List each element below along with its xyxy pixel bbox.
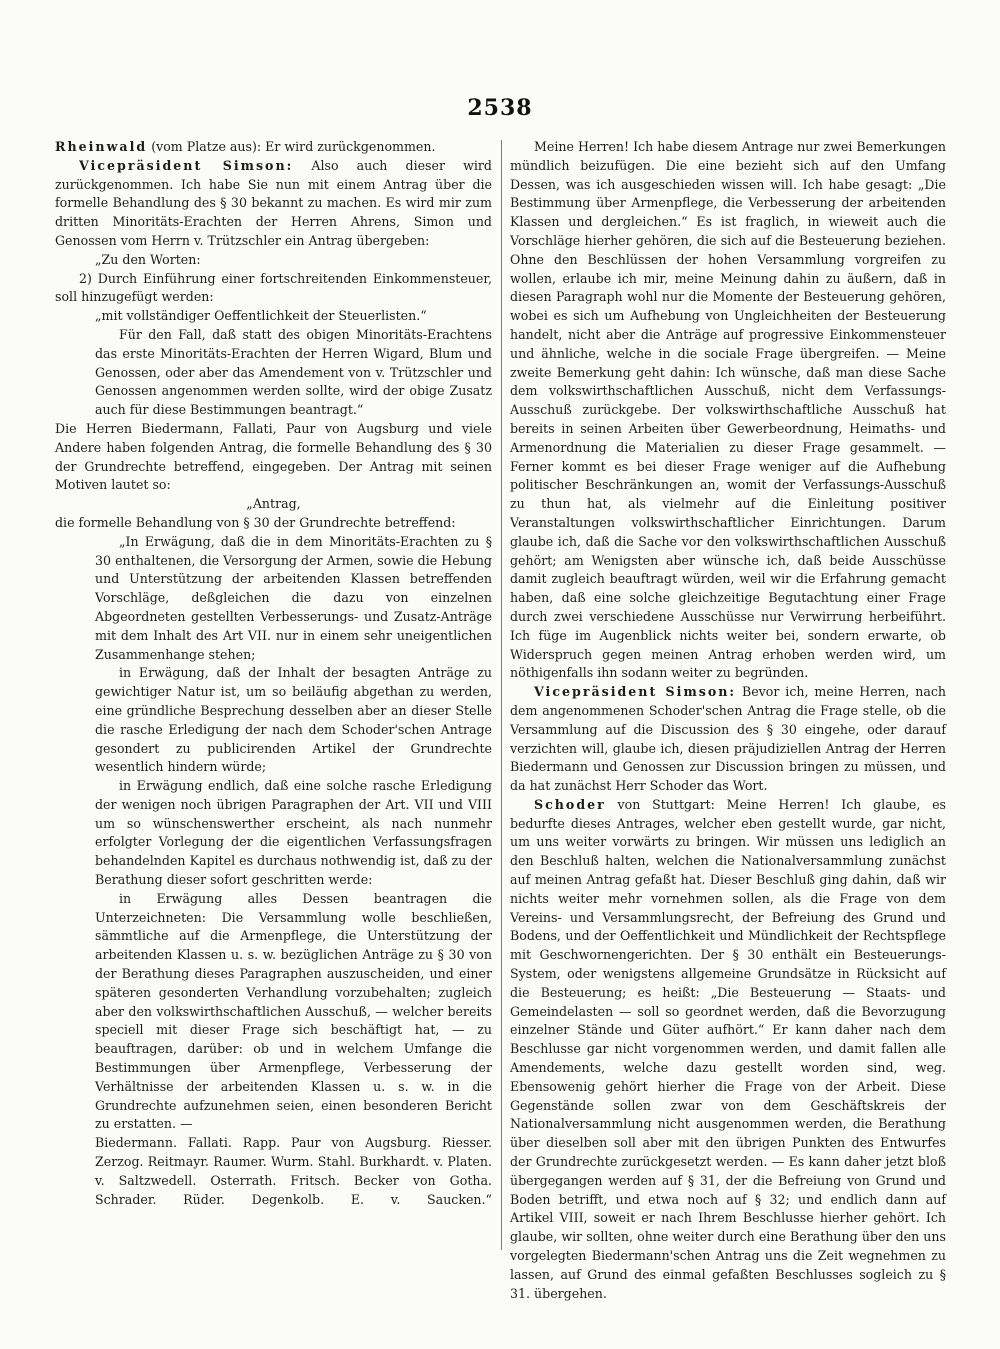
speaker-name: Vicepräsident Simson: [534,684,737,700]
page-number: 2538 [467,95,533,121]
speaker-name: Rheinwald [55,139,148,154]
left-column [55,138,492,1248]
motion-clause: in Erwägung alles Dessen beantragen die Unterzeichneten: Die Versammlung wolle beschließen, sämmtliche auf die Armenpflege, die Unterstützung der arbeitenden Klassen u. s. w. bezüglichen Anträge zu § 30 von der Berathung dieses Paragraphen auszuscheiden, und einer späteren gesonderten Verhandlung vorzubehalten; zugleich aber den volkswirthschaftlichen Ausschuß, — welcher bereits speciell mit dieser Frage sich beschäftigt hat, — zu beauftragen, darüber: ob und in welchem Umfange die Bestimmungen über Armenpflege, Verbesserung der Verhältnisse der arbeitenden Klassen u. s. w. in die Grundrechte aufzunehmen seien, einen besonderen Bericht zu erstatten. — [95,890,492,1132]
motion-clause: „In Erwägung, daß die in dem Minoritäts-Erachten zu § 30 enthaltenen, die Versorgung der Armen, sowie die Hebung und Unterstützung der arbeitenden Klassen betreffenden Vorschläge, deßgleichen die dazu von einzelnen Abgeordneten gestellten Verbesserungs- und Zusatz-Anträge mit dem Inhalt des Art VII. nur in einem sehr uneigentlichen Zusammenhange stehen; [95,533,492,662]
column-divider [501,140,502,1250]
paragraph-text: Bevor ich, meine Herren, nach dem angenommenen Schoder'schen Antrag die Frage stelle, ob die Versammlung auf die Discussion des § 30 eingehe, oder darauf verzichten will, glaube ich, diesen präjudiziellen Antrag der Herren Biedermann und Genossen zur Discussion bringen zu müssen, und da hat zunächst Herr Schoder das Wort. [510,684,946,794]
motion-subheading: die formelle Behandlung von § 30 der Grundrechte betreffend: [55,514,456,530]
paragraph [55,157,492,251]
paragraph-text: Also auch dieser wird zurückgenommen. Ich habe Sie nun mit einem Antrag über die formelle Behandlung des § 30 bekannt zu machen. Es wird mir zum dritten Minoritäts-Erachten der Herren Ahrens, Simon und Genossen vom Herrn v. Trützschler ein Antrag übergeben: [55,157,492,248]
motion-clause: in Erwägung, daß der Inhalt der besagten Anträge zu gewichtiger Natur ist, um so beiläufig abgethan zu werden, eine gründliche Besprechung desselben aber an dieser Stelle die rasche Erledigung der nach dem Schoder'schen Antrage gesondert zu publicirenden Artikel der Grundrechte wesentlich hindern würde; [95,665,492,775]
quote-line: „Zu den Worten: [95,251,201,267]
paragraph: Die Herren Biedermann, Fallati, Paur von Augsburg und viele Andere haben folgenden Antrag, die formelle Behandlung des § 30 der Grundrechte betreffend, eingegeben. Der Antrag mit seinen Motiven lautet so: [55,420,492,493]
paragraph [55,138,492,157]
paragraph [510,796,946,1304]
paragraph: Meine Herren! Ich habe diesem Antrage nur zwei Bemerkungen mündlich beizufügen. Die eine bezieht sich auf den Umfang Dessen, was ich ausgeschieden wissen will. Ich habe gesagt: „Die Bestimmung über Armenpflege, die Verbesserung der arbeitenden Klassen und dergleichen.“ Es ist fraglich, in wieweit auch die Vorschläge hierher gehören, die sich auf die Besteuerung beziehen. Ohne den Beschlüssen der hohen Versammlung vorgreifen zu wollen, erlaube ich mir, meine Meinung dahin zu äußern, daß in diesen Paragraph wohl nur die Momente der Besteuerung gehören, wobei es sich um Aufhebung von Ungleichheiten der Besteuerung handelt, nicht aber die Anträge auf progressive Einkommensteuer und ähnliche, welche in die sociale Frage übergreifen. — Meine zweite Bemerkung geht dahin: Ich wünsche, daß man diese Sache dem volkswirthschaftlichen Ausschuß, nicht dem Verfassungs-Ausschuß zurückgebe. Der volkswirthschaftliche Ausschuß hat bereits in seinen Arbeiten über Gewerbeordnung, Heimaths- und Armenordnung die Materialien zu dieser Frage gesammelt. — Ferner kommt es bei dieser Frage weniger auf die Aufhebung politischer Beschränkungen an, womit der Verfassungs-Ausschuß zu thun hat, als vielmehr auf die Einleitung positiver Veranstaltungen volkswirthschaftlicher Einrichtungen. Darum glaube ich, daß die Sache vor den volkswirthschaftlichen Ausschuß gehört; am Wenigsten aber wünsche ich, daß beide Ausschüsse damit zugleich beauftragt würden, weil wir die Erfahrung gemacht haben, daß eine solche gleichzeitige Begutachtung einer Frage durch zwei verschiedene Ausschüsse nur Verwirrung herbeiführt. Ich füge im Augenblick nichts weiter bei, sondern erwarte, ob Widerspruch gegen meinen Antrag erhoben werden wird, um nöthigenfalls ihn sodann weiter zu begründen. [510,139,946,681]
paragraph: Für den Fall, daß statt des obigen Minoritäts-Erachtens das erste Minoritäts-Erachten der Herren Wigard, Blum und Genossen, oder aber das Amendement von v. Trützschler und Genossen angenommen werden sollte, wird der obige Zusatz auch für diese Bestimmungen beantragt.“ [95,326,492,418]
quote-line: 2) Durch Einführung einer fortschreitenden Einkommensteuer, soll hinzugefügt werden: [55,270,492,305]
speaker-name: Vicepräsident Simson: [79,157,294,173]
motion-clause: in Erwägung endlich, daß eine solche rasche Erledigung der wenigen noch übrigen Paragraphen der Art. VII und VIII um so wünschenswerther erscheint, als nach nunmehr erfolgter Vorlegung der die eigentlichen Verfassungsfragen behandelnden Kapitel es durchaus nothwendig ist, daß zu der Berathung dieser sofort geschritten werde: [95,778,492,888]
right-column [510,138,946,1301]
paragraph-text: (vom Platze aus): Er wird zurückgenommen. [151,139,436,154]
paragraph [510,683,946,796]
paragraph-text: von Stuttgart: Meine Herren! Ich glaube, es bedurfte dieses Antrages, welcher eben gestellt wurde, gar nicht, um uns weiter vorwärts zu bringen. Wir müssen uns lediglich an den Beschluß halten, welchen die Nationalversammlung zunächst auf meinen Antrag gefaßt hat. Dieser Beschluß ging dahin, daß wir nichts weiter mehr vornehmen sollen, als die Frage von dem Vereins- und Versammlungsrecht, der Befreiung des Grund und Bodens, und der Oeffentlichkeit und Mündlichkeit der Rechtspflege mit Geschwornengerichten. Der § 30 enthält ein Besteuerungs-System, oder wenigstens allgemeine Grundsätze in Rücksicht auf die Besteuerung; es heißt: „Die Besteuerung — Staats- und Gemeindelasten — soll so geordnet werden, daß die Bevorzugung einzelner Stände und Güter aufhört.“ Er kann daher nach dem Beschlusse gar nicht vorgenommen werden, und damit fallen alle Amendements, welche dazu gestellt worden sind, weg. Ebensowenig gehört hierher die Frage von der Arbeit. Diese Gegenstände sollen zwar von dem Geschäftskreis der Nationalversammlung nicht ausgenommen werden, die Berathung über dieselben soll aber mit den übrigen Punkten des Entwurfes der Grundrechte zurückgesetzt werden. — Es kann daher jetzt bloß übergegangen werden auf § 31, der die Befreiung von Grund und Boden betrifft, und etwa noch auf § 32; und endlich dann auf Artikel VIII, soweit er nach Ihrem Beschlusse hierher gehört. Ich glaube, wir sollten, ohne weiter durch eine Berathung über den uns vorgelegten Biedermann'schen Antrag uns die Zeit wegnehmen zu lassen, auf Grund des einmal gefaßten Beschlusses sogleich zu § 31. übergehen. [510,796,946,1301]
speaker-name: Schoder [534,796,606,812]
quote-line: „mit vollständiger Oeffentlichkeit der Steuerlisten.“ [95,308,427,324]
signatures: Biedermann. Fallati. Rapp. Paur von Augsburg. Riesser. Zerzog. Reitmayr. Raumer. Wurm. Stahl. Burkhardt. v. Platen. v. Saltzwedell. Osterrath. Fritsch. Becker von Gotha. Schrader. Rüder. Degenkolb. E. v. Saucken.“ [95,1135,492,1207]
motion-heading: „Antrag, [246,496,301,512]
